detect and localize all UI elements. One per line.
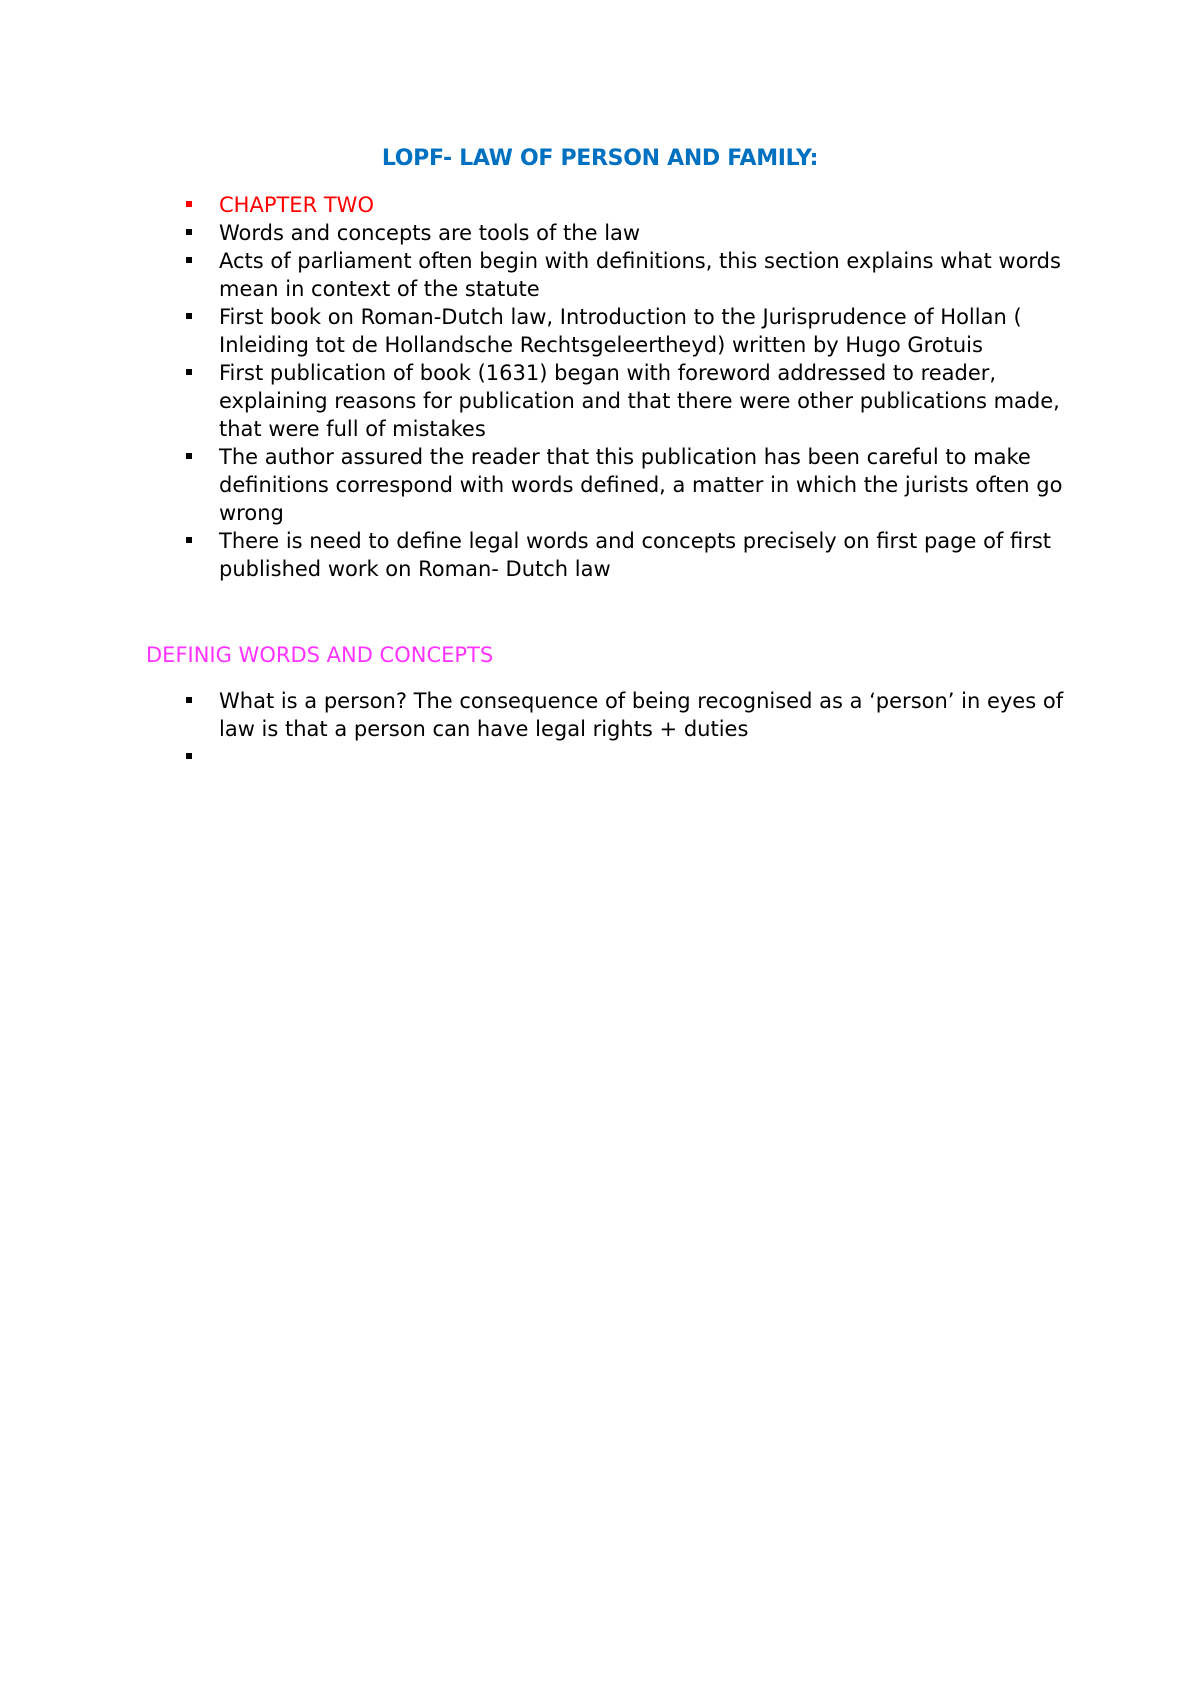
list-item-chapter-heading xyxy=(186,191,1066,219)
list-item xyxy=(186,443,1066,527)
square-bullet-icon xyxy=(186,313,192,319)
square-bullet-icon xyxy=(186,753,192,759)
square-bullet-icon xyxy=(186,537,192,543)
square-bullet-icon xyxy=(186,229,192,235)
square-bullet-icon xyxy=(186,201,192,207)
list-item xyxy=(186,303,1066,359)
document-title: LOPF- LAW OF PERSON AND FAMILY: xyxy=(381,146,819,171)
list-item xyxy=(186,359,1066,443)
list-item xyxy=(186,527,1066,583)
list-item-text: The author assured the reader that this publication has been careful to make definitions correspond with words defined, a matter in which the jurists often go wrong xyxy=(219,445,1063,525)
list-item xyxy=(186,247,1066,303)
list-item xyxy=(186,219,1066,247)
list-item xyxy=(186,687,1066,743)
square-bullet-icon xyxy=(186,453,192,459)
list-item-text: First publication of book (1631) began with foreword addressed to reader, explaining reasons for publication and that there were other publications made, that were full of mistakes xyxy=(219,361,1060,441)
list-item-text: Words and concepts are tools of the law xyxy=(219,221,641,245)
square-bullet-icon xyxy=(186,369,192,375)
section-bullet-list xyxy=(186,687,1066,743)
list-item-text: First book on Roman-Dutch law, Introduction to the Jurisprudence of Hollan ( Inleiding tot de Hollandsche Rechtsgeleertheyd) written by Hugo Grotuis xyxy=(219,305,1022,357)
list-item-text: There is need to define legal words and concepts precisely on first page of first published work on Roman- Dutch law xyxy=(219,529,1052,581)
list-item-text: Acts of parliament often begin with definitions, this section explains what words mean in context of the statute xyxy=(219,249,1061,301)
chapter-heading: CHAPTER TWO xyxy=(219,193,374,217)
list-item-text: What is a person? The consequence of being recognised as a ‘person’ in eyes of law is that a person can have legal rights + duties xyxy=(219,689,1064,741)
square-bullet-icon xyxy=(186,257,192,263)
section-heading: DEFINIG WORDS AND CONCEPTS xyxy=(146,643,494,667)
square-bullet-icon xyxy=(186,697,192,703)
chapter-bullet-list xyxy=(186,191,1066,583)
